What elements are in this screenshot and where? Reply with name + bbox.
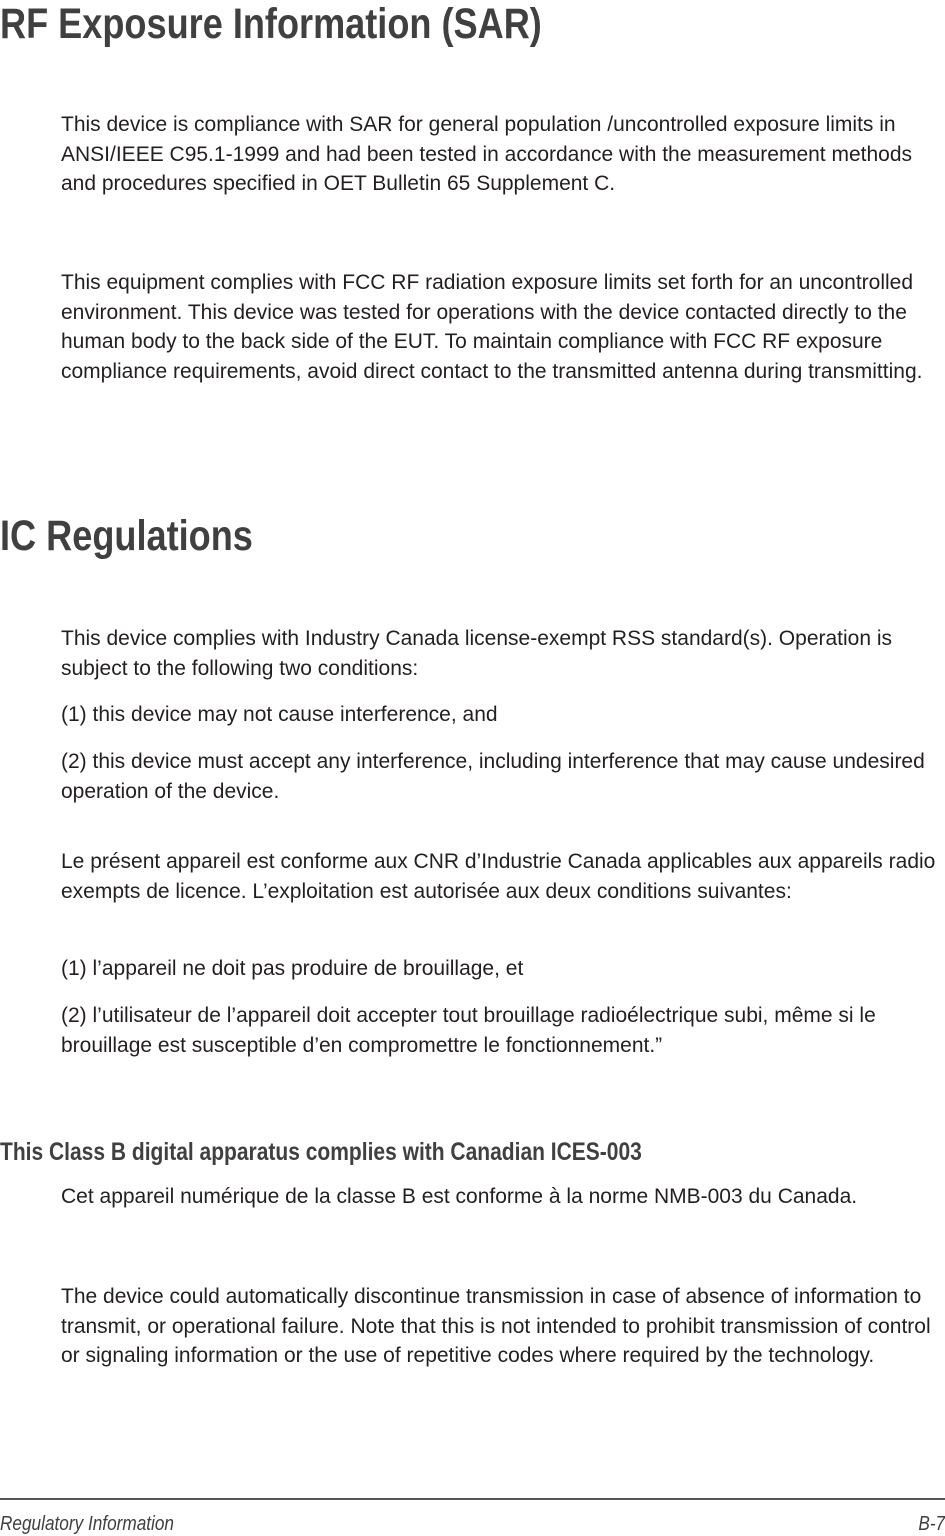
footer-divider [0, 1498, 945, 1500]
ic-english-intro: This device complies with Industry Canada license-exempt RSS standard(s). Operation is subject to the following two conditions: [61, 627, 893, 680]
ices-paragraph-transmission: The device could automatically discontinue transmission in case of absence of information to transmit, or operational failure. Note that this is not intended to prohibit transmission of control or signaling information or the use of repetitive codes where required by the technology. [61, 1285, 931, 1367]
ices-heading: This Class B digital apparatus complies with Canadian ICES-003 [0, 1138, 642, 1166]
footer-page-number: B-7 [918, 1513, 945, 1535]
sar-heading: RF Exposure Information (SAR) [0, 0, 542, 48]
ic-heading: IC Regulations [0, 512, 253, 560]
sar-paragraph-2: This equipment complies with FCC RF radiation exposure limits set forth for an uncontrolled environment. This device was tested for operations with the device contacted directly to the human body to the back side of the EUT. To maintain compliance with FCC RF exposure compliance requirements, avoid direct contact to the transmitted antenna during transmitting. [61, 271, 923, 383]
ic-french-intro: Le présent appareil est conforme aux CNR d’Industrie Canada applicables aux appareils radio exempts de licence. L’exploitation est autorisée aux deux conditions suivantes: [61, 850, 936, 903]
ices-paragraph-french: Cet appareil numérique de la classe B est conforme à la norme NMB-003 du Canada. [61, 1185, 858, 1208]
ic-french-condition-2: (2) l’utilisateur de l’appareil doit accepter tout brouillage radioélectrique subi, même si le brouillage est susceptible d’en compromettre le fonctionnement.” [61, 1004, 876, 1057]
sar-paragraph-1: This device is compliance with SAR for general population /uncontrolled exposure limits in ANSI/IEEE C95.1-1999 and had been tested in accordance with the measurement methods and procedures specified in OET Bulletin 65 Supplement C. [61, 113, 913, 195]
ic-french-condition-1: (1) l’appareil ne doit pas produire de brouillage, et [61, 957, 524, 980]
footer-section-label: Regulatory Information [0, 1513, 175, 1535]
ic-english-condition-1: (1) this device may not cause interference, and [61, 703, 498, 726]
ic-english-condition-2: (2) this device must accept any interference, including interference that may cause undesired operation of the device. [61, 750, 925, 803]
